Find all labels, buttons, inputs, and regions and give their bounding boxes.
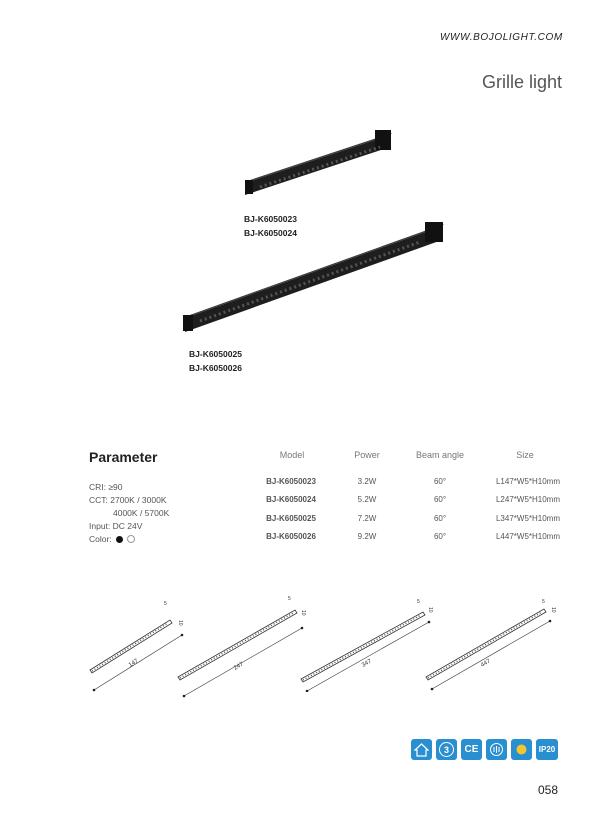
table-cell-power: 7.2W bbox=[357, 514, 377, 523]
length-label: 147 bbox=[127, 658, 140, 669]
table-cell-model: BJ-K6050025 bbox=[266, 514, 316, 523]
dimension-drawing-447 bbox=[420, 597, 560, 692]
page-title: Grille light bbox=[481, 72, 562, 92]
house-icon bbox=[411, 739, 432, 760]
height-label: 10 bbox=[300, 610, 306, 616]
height-label: 10 bbox=[177, 620, 183, 626]
model-label: BJ-K6050026 bbox=[189, 363, 242, 373]
width-label: 5 bbox=[288, 596, 291, 602]
model-label: BJ-K6050025 bbox=[189, 349, 242, 359]
height-label: 10 bbox=[427, 607, 433, 613]
warranty-label: 3 bbox=[439, 742, 454, 757]
table-cell-size: L247*W5*H10mm bbox=[495, 495, 561, 504]
table-cell-model: BJ-K6050026 bbox=[266, 532, 316, 541]
spec-cct-1: CCT: 2700K / 3000K bbox=[89, 495, 167, 505]
length-label: 247 bbox=[233, 661, 245, 672]
dimension-drawing-247 bbox=[170, 592, 310, 702]
table-cell-power: 3.2W bbox=[357, 477, 377, 486]
white-color-swatch bbox=[127, 535, 135, 543]
color-label: Color: bbox=[89, 534, 112, 544]
page-number: 058 bbox=[537, 783, 558, 797]
length-label: 447 bbox=[480, 658, 492, 669]
spec-cri: CRI: ≥90 bbox=[89, 482, 123, 492]
width-label: 5 bbox=[164, 601, 167, 607]
ip20-badge: IP20 bbox=[536, 739, 558, 760]
parameter-title: Parameter bbox=[89, 449, 158, 465]
ce-icon: CE bbox=[461, 739, 482, 760]
website-url: WWW.BOJOLIGHT.COM bbox=[440, 32, 563, 43]
table-cell-model: BJ-K6050023 bbox=[266, 477, 316, 486]
width-label: 5 bbox=[542, 599, 545, 605]
table-cell-power: 9.2W bbox=[357, 532, 377, 541]
spec-input: Input: DC 24V bbox=[89, 521, 143, 531]
black-color-swatch bbox=[116, 536, 123, 543]
model-label: BJ-K6050023 bbox=[244, 214, 297, 224]
spec-cct-2: 4000K / 5700K bbox=[113, 508, 170, 518]
product-image-long bbox=[180, 218, 450, 338]
height-label: 10 bbox=[550, 607, 556, 613]
table-cell-beam: 60° bbox=[433, 514, 447, 523]
table-cell-size: L447*W5*H10mm bbox=[495, 532, 561, 541]
product-long-models bbox=[189, 347, 242, 375]
length-label: 347 bbox=[361, 658, 373, 669]
width-label: 5 bbox=[417, 599, 420, 605]
table-cell-power: 5.2W bbox=[357, 495, 377, 504]
table-cell-beam: 60° bbox=[433, 532, 447, 541]
column-header-beam: Beam angle bbox=[415, 450, 465, 460]
table-cell-model: BJ-K6050024 bbox=[266, 495, 316, 504]
spec-color bbox=[89, 534, 135, 544]
model-label: BJ-K6050024 bbox=[244, 228, 297, 238]
table-cell-size: L147*W5*H10mm bbox=[495, 477, 561, 486]
table-cell-size: L347*W5*H10mm bbox=[495, 514, 561, 523]
column-header-size: Size bbox=[516, 450, 534, 460]
dimmable-icon bbox=[486, 739, 507, 760]
column-header-power: Power bbox=[354, 450, 380, 460]
dimension-drawing-347 bbox=[295, 597, 440, 692]
led-icon bbox=[511, 739, 532, 760]
table-cell-beam: 60° bbox=[433, 477, 447, 486]
column-header-model: Model bbox=[279, 450, 305, 460]
table-cell-beam: 60° bbox=[433, 495, 447, 504]
product-image-short bbox=[240, 125, 400, 205]
warranty-3-icon bbox=[436, 739, 457, 760]
